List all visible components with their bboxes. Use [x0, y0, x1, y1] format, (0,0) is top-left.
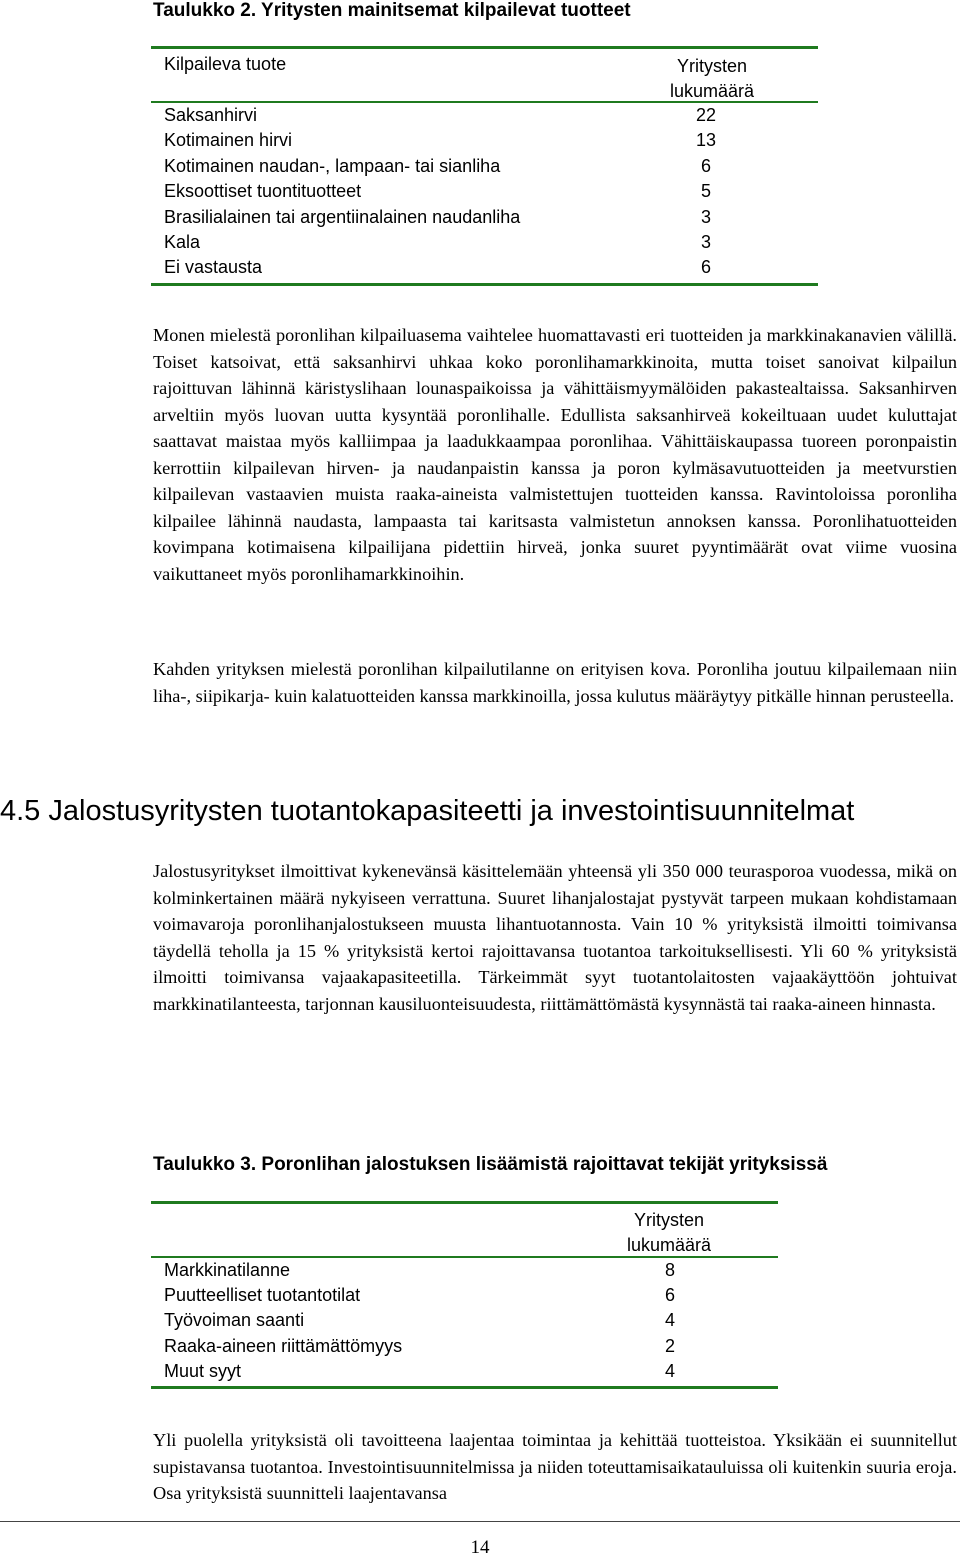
table-row: Muut syyt 4 [164, 1360, 675, 1381]
table-2-col1-header: Kilpaileva tuote [164, 54, 287, 74]
table-row: Saksanhirvi 22 [164, 105, 717, 125]
table-2-col2-header: Yritysten lukumäärä [669, 56, 755, 101]
table-row: Kotimainen naudan-, lampaan- tai sianliha 6 [164, 155, 711, 176]
table-row: Brasilialainen tai argentiinalainen naudanliha 3 [164, 206, 711, 227]
table-2 [151, 46, 818, 286]
table-row: Kotimainen hirvi 13 [164, 130, 717, 151]
table-row: Ei vastausta 6 [164, 257, 711, 278]
table-2-caption: Taulukko 2. Yritysten mainitsemat kilpailevat tuotteet [153, 0, 631, 21]
table-row: Työvoiman saanti 4 [164, 1310, 675, 1331]
table-row: Eksoottiset tuontituotteet 5 [164, 181, 711, 202]
section-heading: 4.5 Jalostusyritysten tuotantokapasiteetti ja investointisuunnitelmat [0, 795, 855, 827]
body-paragraph: Jalostusyritykset ilmoittivat kykenevänsä käsittelemään yhteensä yli 350 000 teurasporoa vuodessa, mikä on kolminkertainen määrä nykyiseen verrattuna. Suuret lihanjalostajat pystyvät tarpeen mukaan kohdistamaan voimavaroja poronlihanjalostukseen muusta lihantuotannosta. Vain 10 % yrityksistä ilmoitti toimivansa täydellä teholla ja 15 % yrityksistä kertoi rajoittavansa tuotantoa tarkoituksellisesti. Yli 60 % yrityksistä ilmoitti toimivansa vajaakapasiteetilla. Tärkeimmät syyt tuotantolaitosten vajaakäyttöön johtuivat markkinatilanteesta, tarjonnan kausiluonteisuudesta, riittämättömästä kysynnästä tai raaka-aineen hinnasta. [153, 861, 957, 1014]
page-number: 14 [470, 1537, 490, 1558]
body-paragraph: Kahden yrityksen mielestä poronlihan kilpailutilanne on erityisen kova. Poronliha joutuu kilpailemaan niin liha-, siipikarja- kuin kalatuotteiden kanssa markkinoilla, jossa kulutus määräytyy pitkälle hinnan perusteella. [153, 659, 957, 706]
body-paragraph: Monen mielestä poronlihan kilpailuasema vaihtelee huomattavasti eri tuotteiden ja markkinakanavien välillä. Toiset katsoivat, että saksanhirvi uhkaa koko poronlihamarkkinoita, mutta toiset sanoivat kilpailun rajoittuvan lähinnä käristyslihaan lounaspaikoissa ja vähittäismyymälöiden pakastealtaissa. Saksanhirven arveltiin myös luovan uutta kysyntää poronlihalle. Edullista saksanhirveä kokeiltuaan uudet kuluttajat saattavat maistaa myös kalliimpaa ja laadukkaampaa poronlihaa. Vähittäiskaupassa tuoreen poronpaistin kerrottiin kilpailevan hirven- ja naudanpaistin kanssa ja poron kylmäsavutuotteiden ja meetvurstien kilpailevan vastaavien muista raaka-aineista valmistettujen tuotteiden kanssa. Ravintoloissa poronliha kilpailee lähinnä naudasta, lampaasta tai karitsasta valmistetun annoksen kanssa. Poronlihatuotteiden kovimpana kotimaisena kilpailijana pidettiin hirveä, jonka suuret pyyntimäärät ovat viime vuosina vaikuttaneet myös poronlihamarkkinoihin. [153, 325, 957, 584]
table-row: Puutteelliset tuotantotilat 6 [164, 1285, 675, 1306]
table-3-col2-header: Yritysten lukumäärä [626, 1210, 712, 1255]
table-3-caption: Taulukko 3. Poronlihan jalostuksen lisäämistä rajoittavat tekijät yrityksissä [153, 1154, 828, 1175]
table-2-header [151, 49, 818, 103]
table-row: Markkinatilanne 8 [164, 1260, 675, 1280]
table-row: Kala 3 [164, 231, 711, 252]
table-3-header [151, 1204, 778, 1258]
footer-divider [0, 1521, 960, 1522]
body-paragraph: Yli puolella yrityksistä oli tavoitteena laajentaa toimintaa ja kehittää tuotteistoa. Yksikään ei suunnitellut supistavansa tuotantoa. Investointisuunnitelmissa ja niiden toteuttamisaikatauluissa oli kuitenkin suuria eroja. Osa yrityksistä suunnitteli laajentavansa [153, 1430, 957, 1503]
table-3 [151, 1201, 778, 1389]
table-row: Raaka-aineen riittämättömyys 2 [164, 1335, 675, 1356]
